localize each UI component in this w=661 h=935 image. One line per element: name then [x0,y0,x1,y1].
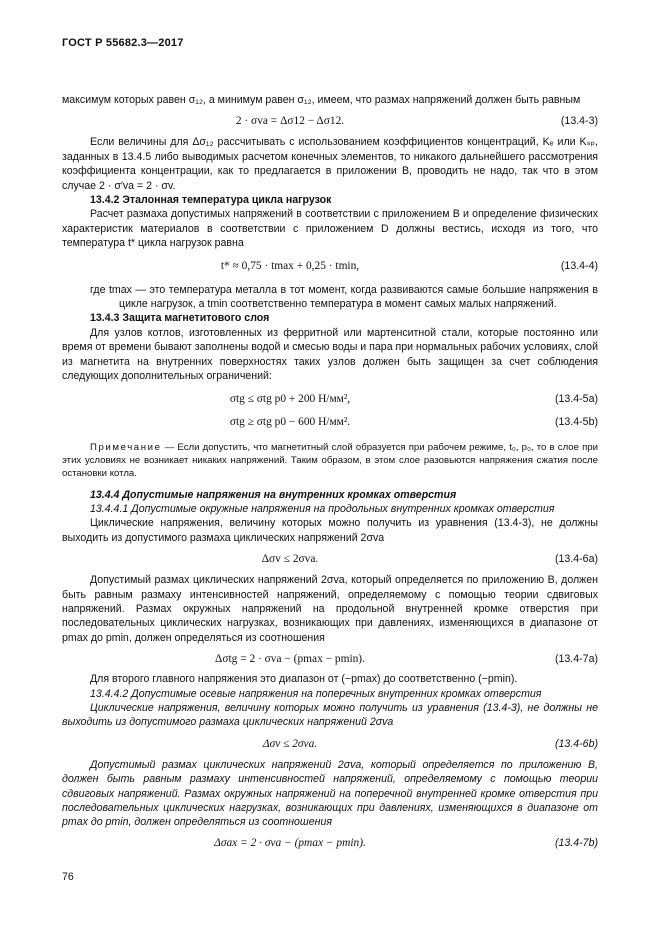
equation-formula: 2 · σva = Δσ12 − Δσ12. [235,115,345,128]
paragraph-reference-temperature: Расчет размаха допустимых напряжений в соответствии с приложением В и определение физических характеристик материалов в соответствии с приложением D должны вестись, исходя из того, что температура t* цикла нагрузок равна [62,208,598,250]
paragraph-cyclic-stresses: Циклические напряжения, величину которых можно получить из уравнения (13.4-3), не должны выходить из допустимого размаха циклических напряжений 2σva [62,517,598,544]
equation-number: (13.4-5a) [555,393,598,406]
paragraph-allowable-range: Допустимый размах циклических напряжений 2σva, который определяется по приложению В, должен быть равным размаху интенсивностей напряжений, определяемому с помощью теории сдвиговых напряжений. Размах окружных напряжений на продольной внутренней кромке отверстия при последовательных циклических нагрузках, возникающих при давлениях, изменяющихся в диапазоне от pmax до pmin, должен определяться из соотношения [62,574,598,644]
section-heading-13-4-4: 13.4.4 Допустимые напряжения на внутренних кромках отверстия [90,488,457,501]
equation-formula: Δσv ≤ 2σva. [261,552,319,565]
equation-number: (13.4-7a) [555,652,598,665]
equation-13-4-5a [62,390,598,410]
equation-formula: Δσax = 2 · σva − (pmax − pmin). [214,836,366,849]
paragraph-intro: максимум которых равен σ₁₂, а минимум равен σ₁₂, имеем, что размах напряжений должен быть равным [62,94,581,106]
equation-13-4-6a [62,549,598,569]
equation-13-4-7a [62,649,598,669]
section-heading-13-4-2: 13.4.2 Эталонная температура цикла нагрузок [90,194,332,207]
equation-13-4-5b [62,413,598,433]
paragraph-where-definitions: где tmax — это температура металла в тот момент, когда развиваются самые большие напряжения в цикле нагрузок, а tmin соответственно температура в момент самых малых напряжений. [90,283,598,311]
equation-formula: Δσv ≤ 2σva. [262,737,318,750]
equation-number: (13.4-5b) [555,416,598,429]
note-block [62,441,598,480]
subsection-heading-13-4-4-2: 13.4.4.2 Допустимые осевые напряжения на поперечных внутренних кромках отверстия [90,687,542,700]
note-text: — Если допустить, что магнетитный слой образуется при рабочем режиме, t₀, p₀, то в слое при этих условиях не возникает никаких напряжений. Таким образом, в этом слое разовьются напряжения сжатия после остановки котла. [62,441,598,479]
paragraph-concentration: Если величины для Δσ₁₂ рассчитывать с использованием коэффициентов концентраций, Kₑ или Kₛₚ, заданных в 13.4.5 либо выводимых расчетом конечных элементов, то никакого дальнейшего рассмотрения коэффициента концентрации, как то предлагается в приложении В, проводить не надо, так что в этом случае 2 · σ′va = 2 · σv. [62,136,598,192]
page-number: 76 [62,871,74,883]
equation-13-4-6b [62,734,598,754]
subsection-heading-13-4-4-1: 13.4.4.1 Допустимые окружные напряжения на продольных внутренних кромках отверстия [90,502,555,515]
equation-number: (13.4-6b) [555,737,598,750]
paragraph-magnetite: Для узлов котлов, изготовленных из ферритной или мартенситной стали, которые постоянно или время от времени бывают заполнены водой и смесью воды и пара при нормальных рабочих условиях, слой из магнетита на внутренних поверхностях таких узлов должен быть защищен за счет соблюдения следующих дополнительных ограничений: [62,326,598,383]
equation-number: (13.4-7b) [555,836,598,849]
document-body [62,93,598,853]
paragraph-cyclic-stresses-axial: Циклические напряжения, величину которых можно получить из уравнения (13.4-3), не должны не выходить из допустимого размаха циклических напряжений 2σva [62,701,598,729]
equation-formula: σtg ≤ σtg p0 + 200 Н/мм², [229,393,351,406]
paragraph-second-principal: Для второго главного напряжения это диапазон от (−pmax) до соответственно (−pmin). [90,673,518,686]
equation-formula: σtg ≥ σtg p0 − 600 Н/мм². [229,416,351,429]
equation-number: (13.4-6a) [555,552,598,565]
equation-formula: t* ≈ 0,75 · tmax + 0,25 · tmin, [220,260,360,273]
equation-number: (13.4-4) [560,260,598,273]
section-heading-13-4-3: 13.4.3 Защита магнетитового слоя [90,312,270,325]
equation-number: (13.4-3) [560,115,598,128]
equation-13-4-7b [62,833,598,853]
equation-formula: Δσtg = 2 · σva − (pmax − pmin). [215,652,365,665]
note-label: Примечание [90,441,162,453]
equation-13-4-4 [62,257,598,277]
paragraph-allowable-range-axial: Допустимый размах циклических напряжений 2σva, который определяется по приложению В, должен быть равным размаху интенсивностей напряжений, определяемому с помощью теории сдвиговых напряжений. Размах окружных напряжений на поперечной внутренней кромке отверстия при последовательных циклических нагрузках, возникающих при давлениях, изменяющихся в диапазоне от pmax до pmin, должен определяться из соотношения [62,758,598,829]
document-header: ГОСТ Р 55682.3—2017 [62,37,184,49]
equation-13-4-3 [62,111,598,131]
